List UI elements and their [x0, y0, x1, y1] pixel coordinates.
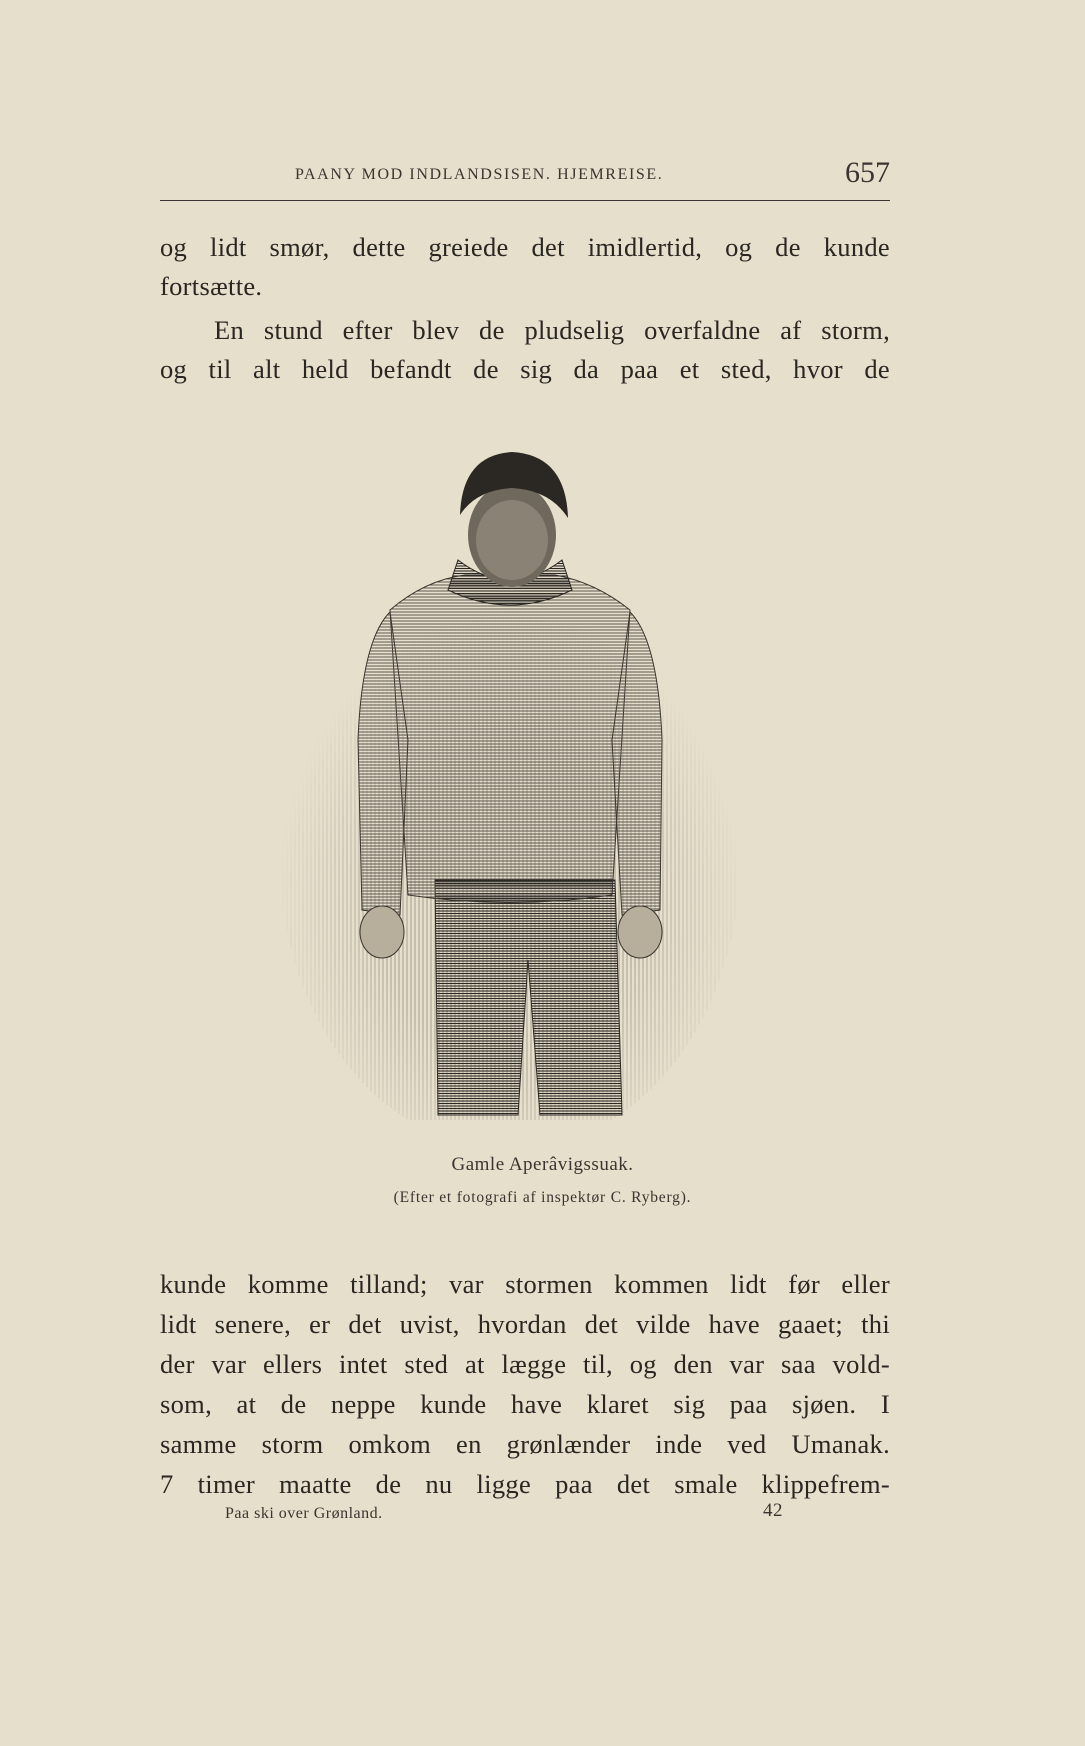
text-line: 7 timer maatte de nu ligge paa det smale klippefrem-: [160, 1469, 890, 1499]
text-line: lidt senere, er det uvist, hvordan det vilde have gaaet; thi: [160, 1309, 890, 1339]
page-number: 657: [845, 156, 890, 189]
text-line: samme storm omkom en grønlænder inde ved Umanak.: [160, 1429, 890, 1459]
text-line: og lidt smør, dette greiede det imidlertid, og de kunde: [160, 232, 890, 262]
portrait-engraving: [250, 440, 770, 1120]
figure-caption: Gamle Aperâvigssuak.: [451, 1154, 634, 1175]
page-header: [160, 156, 890, 201]
text-line: og til alt held befandt de sig da paa et sted, hvor de: [160, 354, 890, 384]
running-title: PAANY MOD INDLANDSISEN. HJEMREISE.: [295, 166, 664, 183]
footer-signature: 42: [763, 1500, 783, 1521]
text-line: En stund efter blev de pludselig overfaldne af storm,: [214, 315, 890, 345]
footer-book-title: Paa ski over Grønland.: [225, 1505, 383, 1522]
figure-credit: (Efter et fotografi af inspektør C. Ryberg).: [393, 1189, 692, 1206]
text-line: kunde komme tilland; var stormen kommen lidt før eller: [160, 1269, 890, 1299]
text-line: der var ellers intet sted at lægge til, og den var saa vold-: [160, 1349, 890, 1379]
text-line: fortsætte.: [160, 271, 263, 301]
text-line: som, at de neppe kunde have klaret sig paa sjøen. I: [160, 1389, 890, 1419]
